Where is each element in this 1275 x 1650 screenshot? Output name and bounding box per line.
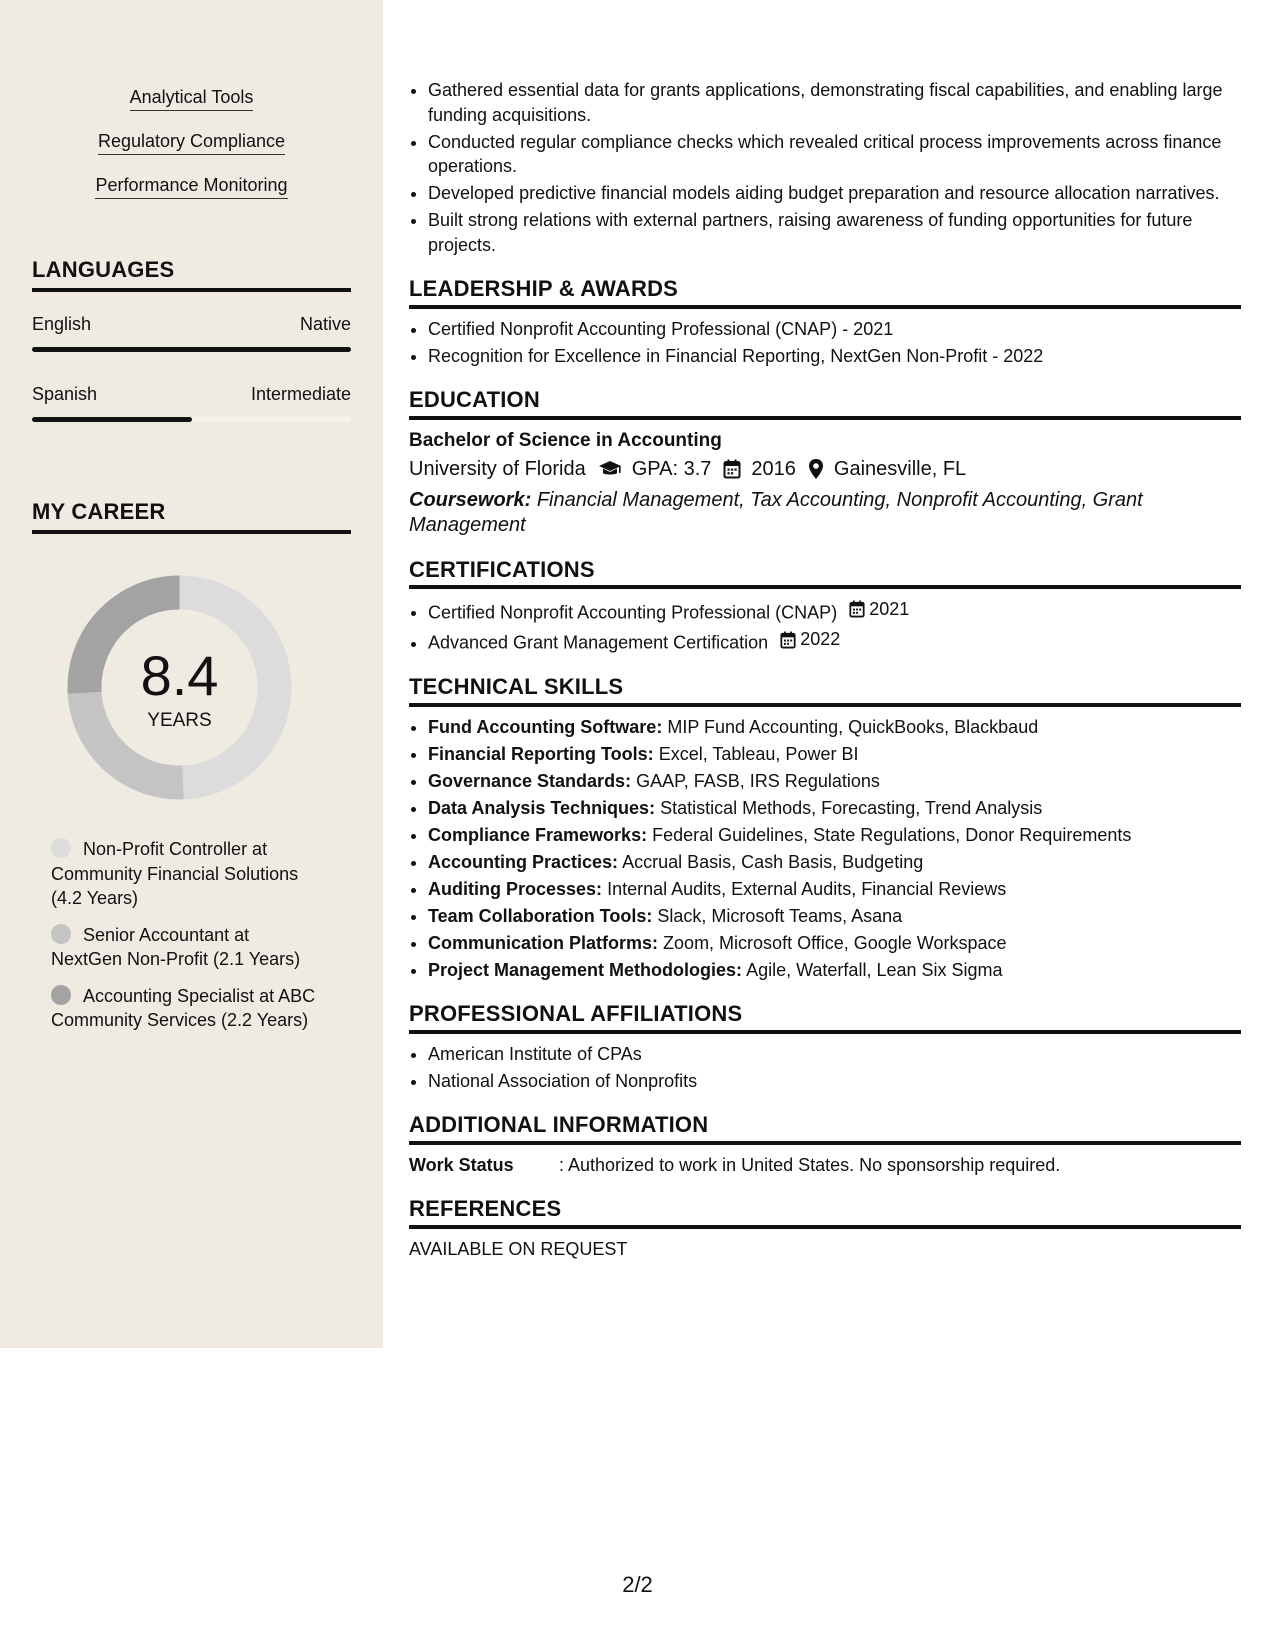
skill-category: Data Analysis Techniques: xyxy=(428,797,656,818)
education-location: Gainesville, FL xyxy=(833,457,967,480)
skill-values: MIP Fund Accounting, QuickBooks, Blackbaud xyxy=(667,716,1039,737)
education-gpa: GPA: 3.7 xyxy=(631,457,712,480)
skill-values: Zoom, Microsoft Office, Google Workspace xyxy=(663,932,1007,953)
references-heading: REFERENCES xyxy=(409,1197,1241,1229)
skill-values: Accrual Basis, Cash Basis, Budgeting xyxy=(622,851,924,872)
skill-values: Internal Audits, External Audits, Financial Reviews xyxy=(607,878,1007,899)
coursework-label: Coursework: xyxy=(409,488,532,511)
languages-heading: LANGUAGES xyxy=(32,257,351,292)
language-level: Native xyxy=(299,314,351,334)
experience-bullet: • Developed predictive financial models aiding budget preparation and resource allocation narratives. xyxy=(428,181,1241,206)
calendar-icon xyxy=(723,459,741,479)
technical-skill-item xyxy=(428,715,1241,740)
technical-skill-item xyxy=(428,877,1241,902)
skill-values: Excel, Tableau, Power BI xyxy=(658,743,859,764)
leadership-list xyxy=(409,317,1241,369)
skill-tag: Analytical Tools xyxy=(130,86,254,111)
skill-values: GAAP, FASB, IRS Regulations xyxy=(636,770,880,791)
technical-skill-item xyxy=(428,769,1241,794)
skill-tag: Performance Monitoring xyxy=(95,174,287,199)
location-pin-icon xyxy=(808,458,824,480)
skill-category: Team Collaboration Tools: xyxy=(428,905,653,926)
career-list xyxy=(51,837,321,1045)
career-item xyxy=(51,984,321,1033)
skill-category: Compliance Frameworks: xyxy=(428,824,648,845)
skill-category: Auditing Processes: xyxy=(428,878,603,899)
career-item-text: Non-Profit Controller at Community Financial Solutions (4.2 Years) xyxy=(51,839,299,908)
main-content xyxy=(409,78,1241,1261)
leadership-item: • Recognition for Excellence in Financial Reporting, NextGen Non-Profit - 2022 xyxy=(428,344,1241,369)
page-number: 2/2 xyxy=(622,1572,653,1597)
language-name: English xyxy=(32,314,92,334)
certifications-list xyxy=(409,597,1241,655)
language-bar-track xyxy=(32,347,351,352)
work-status-row xyxy=(409,1153,1241,1178)
certification-name: Advanced Grant Management Certification xyxy=(428,632,769,653)
technical-skill-item xyxy=(428,958,1241,983)
career-donut-chart xyxy=(66,574,293,801)
affiliations-heading: PROFESSIONAL AFFILIATIONS xyxy=(409,1002,1241,1034)
work-status-value: : Authorized to work in United States. No sponsorship required. xyxy=(559,1154,1061,1175)
language-bar-fill xyxy=(32,347,351,352)
career-item-text: Accounting Specialist at ABC Community Services (2.2 Years) xyxy=(51,985,316,1030)
technical-skills-list xyxy=(409,715,1241,983)
experience-bullets xyxy=(409,78,1241,257)
experience-bullet: • Built strong relations with external partners, raising awareness of funding opportunities for future projects. xyxy=(428,208,1241,257)
skill-values: Agile, Waterfall, Lean Six Sigma xyxy=(746,959,1003,980)
language-bar-track xyxy=(32,417,351,422)
technical-skills-heading: TECHNICAL SKILLS xyxy=(409,675,1241,707)
affiliation-item: • American Institute of CPAs xyxy=(428,1042,1241,1067)
work-status-label: Work Status xyxy=(409,1154,514,1175)
career-item-text: Senior Accountant at NextGen Non-Profit (2.1 Years) xyxy=(51,924,301,969)
career-item xyxy=(51,923,321,972)
education-coursework xyxy=(409,488,1241,538)
certification-name: Certified Nonprofit Accounting Professional (CNAP) xyxy=(428,602,838,623)
education-degree: Bachelor of Science in Accounting xyxy=(409,429,722,451)
references-text: AVAILABLE ON REQUEST xyxy=(409,1238,628,1259)
language-level: Intermediate xyxy=(250,384,351,404)
education-meta xyxy=(409,454,1241,484)
skill-tags xyxy=(0,86,383,218)
language-name: Spanish xyxy=(32,384,98,404)
skill-category: Financial Reporting Tools: xyxy=(428,743,654,764)
skill-category: Fund Accounting Software: xyxy=(428,716,663,737)
career-heading: MY CAREER xyxy=(32,499,351,534)
career-total-value: 8.4 xyxy=(140,644,219,707)
certification-year: 2022 xyxy=(800,629,841,650)
technical-skill-item xyxy=(428,742,1241,767)
skill-category: Communication Platforms: xyxy=(428,932,659,953)
leadership-item: • Certified Nonprofit Accounting Professional (CNAP) - 2021 xyxy=(428,317,1241,342)
skill-category: Project Management Methodologies: xyxy=(428,959,743,980)
technical-skill-item xyxy=(428,850,1241,875)
career-legend-dot xyxy=(51,985,71,1005)
certification-year: 2021 xyxy=(869,599,910,619)
technical-skill-item xyxy=(428,796,1241,821)
certifications-heading: CERTIFICATIONS xyxy=(409,558,1241,590)
technical-skill-item xyxy=(428,823,1241,848)
experience-bullet: • Conducted regular compliance checks which revealed critical process improvements across finance operations. xyxy=(428,130,1241,179)
skill-tag: Regulatory Compliance xyxy=(98,130,285,155)
coursework-list: Financial Management, Tax Accounting, Nonprofit Accounting, Grant Management xyxy=(409,488,1143,536)
experience-bullet: • Gathered essential data for grants applications, demonstrating fiscal capabilities, and enabling large funding acquisitions. xyxy=(428,78,1241,127)
career-legend-dot xyxy=(51,924,71,944)
language-row xyxy=(32,314,351,358)
skill-category: Accounting Practices: xyxy=(428,851,619,872)
skill-values: Statistical Methods, Forecasting, Trend Analysis xyxy=(660,797,1043,818)
graduation-cap-icon xyxy=(598,460,622,478)
career-total-unit: YEARS xyxy=(147,710,212,731)
certification-item xyxy=(428,627,1241,655)
career-legend-dot xyxy=(51,838,71,858)
technical-skill-item xyxy=(428,904,1241,929)
education-school: University of Florida xyxy=(409,457,586,480)
education-year: 2016 xyxy=(751,457,796,480)
skill-values: Slack, Microsoft Teams, Asana xyxy=(657,905,903,926)
education-heading: EDUCATION xyxy=(409,388,1241,420)
technical-skill-item xyxy=(428,931,1241,956)
skill-values: Federal Guidelines, State Regulations, Donor Requirements xyxy=(652,824,1132,845)
language-row xyxy=(32,384,351,428)
certification-item xyxy=(428,597,1241,625)
language-bar-fill xyxy=(32,417,192,422)
calendar-icon xyxy=(849,600,865,618)
affiliations-list xyxy=(409,1042,1241,1094)
additional-info-heading: ADDITIONAL INFORMATION xyxy=(409,1113,1241,1145)
leadership-heading: LEADERSHIP & AWARDS xyxy=(409,277,1241,309)
affiliation-item: • National Association of Nonprofits xyxy=(428,1069,1241,1094)
career-item xyxy=(51,837,321,911)
skill-category: Governance Standards: xyxy=(428,770,632,791)
calendar-icon xyxy=(780,631,796,649)
sidebar xyxy=(0,0,383,1348)
